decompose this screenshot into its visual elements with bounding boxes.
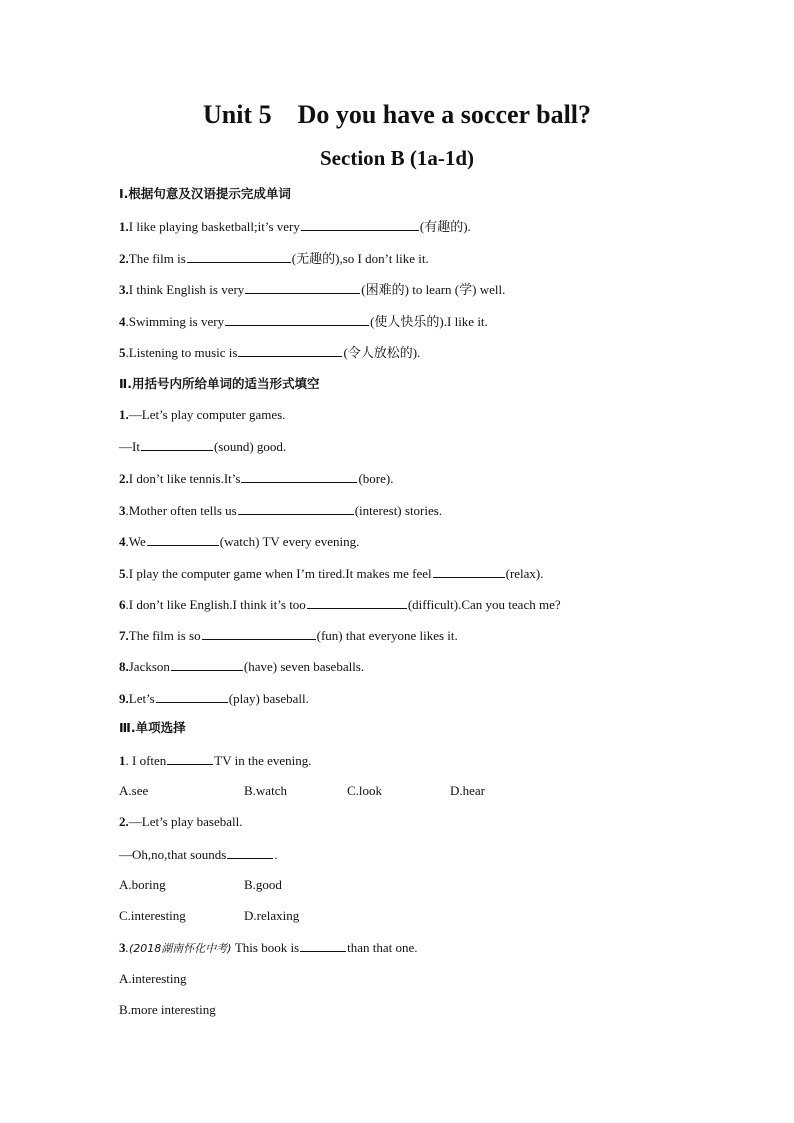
question-number: 3 — [119, 940, 126, 955]
question-text: .Mother often tells us — [125, 503, 237, 518]
answer-blank[interactable] — [202, 627, 316, 640]
question-text: .Listening to music is — [125, 345, 238, 360]
answer-blank[interactable] — [245, 281, 360, 294]
s2-question-7 — [119, 627, 458, 644]
question-hint: (relax). — [505, 566, 544, 581]
question-text-end: than that one. — [347, 940, 418, 955]
s1-question-3 — [119, 281, 505, 298]
s1-question-5 — [119, 344, 420, 361]
question-text: . I often — [125, 753, 167, 768]
section-title: Section B (1a-1d) — [320, 146, 474, 170]
question-text: .We — [125, 534, 146, 549]
answer-blank[interactable] — [238, 344, 342, 357]
question-text: —Let’s play computer games. — [128, 407, 286, 422]
question-text: This book is — [231, 940, 300, 955]
answer-blank[interactable] — [300, 939, 346, 952]
answer-blank[interactable] — [433, 565, 505, 578]
section-2-heading: Ⅱ.用括号内所给单词的适当形式填空 — [119, 376, 320, 391]
option-d[interactable]: D.relaxing — [244, 908, 300, 923]
question-hint: (fun) that everyone likes it. — [316, 628, 458, 643]
question-text: The film is — [128, 251, 186, 266]
question-number: 2. — [119, 814, 129, 829]
question-hint: (bore). — [358, 471, 394, 486]
question-number: 5 — [119, 566, 126, 581]
question-hint: (interest) stories. — [354, 503, 443, 518]
s1-question-1 — [119, 218, 471, 235]
question-number: 6 — [119, 597, 126, 612]
question-number: 9. — [119, 691, 129, 706]
s2-question-6 — [119, 596, 561, 613]
s2-question-8 — [119, 658, 364, 675]
question-number: 1. — [119, 219, 129, 234]
question-number: 3. — [119, 282, 129, 297]
s1-question-4 — [119, 313, 488, 330]
question-hint: (使人快乐的).I like it. — [370, 314, 488, 329]
question-text: —Let’s play baseball. — [128, 814, 243, 829]
s2-question-4 — [119, 533, 359, 550]
answer-blank[interactable] — [238, 502, 354, 515]
unit-title: Unit 5 Do you have a soccer ball? — [202, 100, 592, 129]
s3-question-3 — [119, 939, 418, 957]
question-text: .Swimming is very — [125, 314, 225, 329]
answer-blank[interactable] — [141, 438, 213, 451]
question-hint: (have) seven baseballs. — [243, 659, 365, 674]
question-text: —It — [119, 439, 140, 454]
question-number: 7. — [119, 628, 129, 643]
s2-question-1-line-a — [119, 407, 285, 423]
question-number: 4 — [119, 534, 126, 549]
question-hint: (令人放松的). — [343, 345, 421, 360]
s2-question-1-line-b — [119, 438, 286, 455]
question-hint: (困难的) to learn (学) well. — [361, 282, 506, 297]
question-text: .I play the computer game when I’m tired.It makes me feel — [125, 566, 432, 581]
answer-blank[interactable] — [167, 752, 213, 765]
s3-question-2-line-b — [119, 846, 278, 863]
question-hint: (difficult).Can you teach me? — [407, 597, 561, 612]
question-number: 3 — [119, 503, 126, 518]
question-text-end: TV in the evening. — [214, 753, 312, 768]
question-number: 5 — [119, 345, 126, 360]
question-text: I don’t like tennis.It’s — [128, 471, 241, 486]
question-text: I like playing basketball;it’s very — [128, 219, 300, 234]
question-text: Let’s — [128, 691, 155, 706]
option-b[interactable]: B.more interesting — [119, 1002, 216, 1017]
question-hint: (sound) good. — [213, 439, 287, 454]
question-number: 1 — [119, 753, 126, 768]
question-hint: (无趣的),so I don’t like it. — [291, 251, 429, 266]
option-b[interactable]: B.watch — [244, 783, 287, 798]
answer-blank[interactable] — [147, 533, 219, 546]
s1-question-2 — [119, 250, 429, 267]
answer-blank[interactable] — [171, 658, 243, 671]
s2-question-9 — [119, 690, 309, 707]
question-text: I think English is very — [128, 282, 245, 297]
answer-blank[interactable] — [241, 470, 357, 483]
option-a[interactable]: A.boring — [119, 877, 166, 892]
question-text: .I don’t like English.I think it’s too — [125, 597, 306, 612]
question-number: 4 — [119, 314, 126, 329]
option-c[interactable]: C.interesting — [119, 908, 186, 923]
option-d[interactable]: D.hear — [450, 783, 486, 798]
option-c[interactable]: C.look — [347, 783, 383, 798]
s3-question-2-line-a — [119, 814, 242, 830]
question-number: 2. — [119, 251, 129, 266]
section-3-heading: Ⅲ.单项选择 — [119, 720, 186, 735]
answer-blank[interactable] — [156, 690, 228, 703]
section-1-heading: Ⅰ.根据句意及汉语提示完成单词 — [119, 186, 291, 201]
s2-question-3 — [119, 502, 442, 519]
answer-blank[interactable] — [301, 218, 419, 231]
s2-question-5 — [119, 565, 544, 582]
question-text: —Oh,no,that sounds — [119, 847, 227, 862]
question-hint: (play) baseball. — [228, 691, 309, 706]
answer-blank[interactable] — [225, 313, 369, 326]
option-a[interactable]: A.see — [119, 783, 149, 798]
question-number: 8. — [119, 659, 129, 674]
question-text-end: . — [274, 847, 278, 862]
answer-blank[interactable] — [307, 596, 407, 609]
option-a[interactable]: A.interesting — [119, 971, 187, 986]
s2-question-2 — [119, 470, 393, 487]
s3-question-1 — [119, 752, 312, 769]
question-number: 2. — [119, 471, 129, 486]
option-b[interactable]: B.good — [244, 877, 282, 892]
question-source: .(2018湖南怀化中考) — [125, 942, 232, 955]
question-hint: (watch) TV every evening. — [219, 534, 360, 549]
question-hint: (有趣的). — [419, 219, 471, 234]
question-number: 1. — [119, 407, 129, 422]
question-text: The film is so — [128, 628, 201, 643]
answer-blank[interactable] — [227, 846, 273, 859]
answer-blank[interactable] — [187, 250, 291, 263]
question-text: Jackson — [128, 659, 170, 674]
